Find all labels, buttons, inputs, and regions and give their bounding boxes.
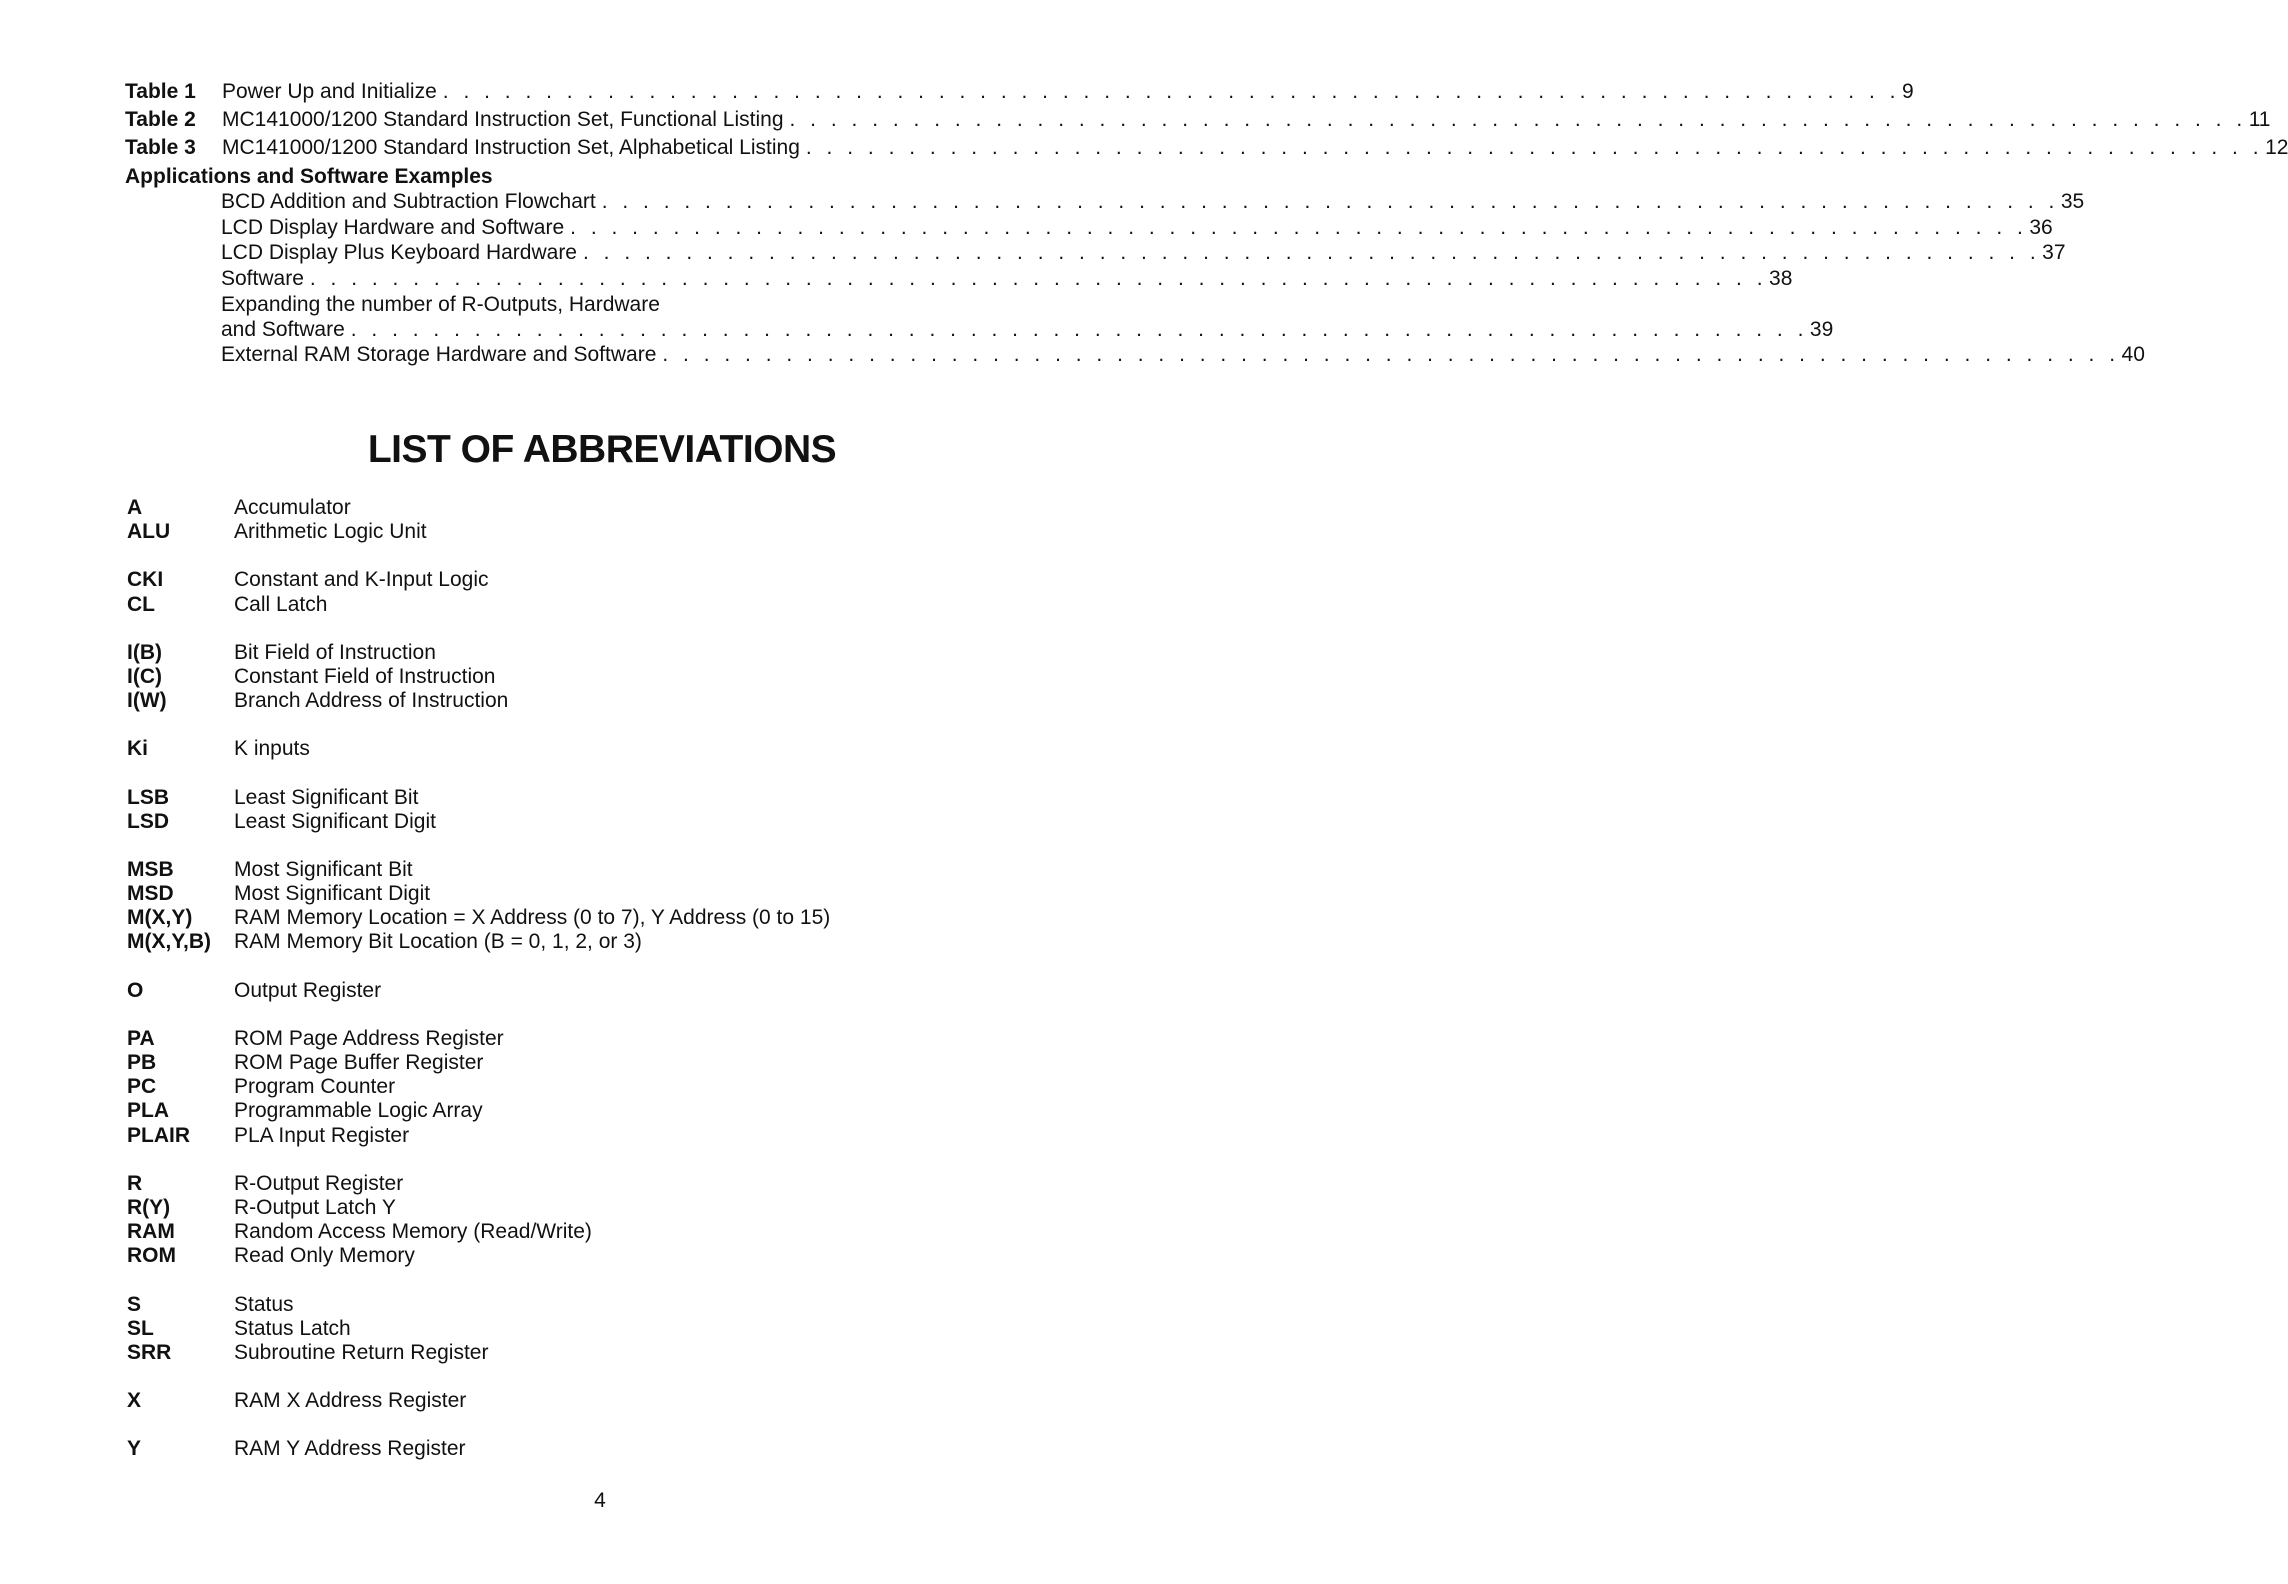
abbreviation-code: PLAIR bbox=[127, 1123, 190, 1147]
abbreviation-definition: RAM X Address Register bbox=[234, 1389, 467, 1413]
abbreviation-row bbox=[127, 593, 830, 617]
toc-entry-title: LCD Display Plus Keyboard Hardware bbox=[221, 241, 577, 264]
abbreviation-definition: R-Output Latch Y bbox=[234, 1195, 396, 1219]
abbreviation-code: Ki bbox=[127, 737, 148, 761]
abbreviation-definition: RAM Memory Bit Location (B = 0, 1, 2, or 3) bbox=[234, 930, 642, 954]
toc-leader-dots: . . . . . . . . . . . . . . . . . . . . . . . . . . . . . . . . . . . . . . . . . . . . . . . . . . . . . . . . . . . . . . . . . . . . . . . bbox=[789, 108, 2247, 131]
abbreviation-definition: Accumulator bbox=[234, 496, 351, 519]
toc-page-number: 12 bbox=[2265, 136, 2288, 159]
toc-leader-dots: . . . . . . . . . . . . . . . . . . . . . . . . . . . . . . . . . . . . . . . . . . . . . . . . . . . . . . . . . . . . . . . . . . . . . . . bbox=[805, 136, 2264, 159]
toc-leader-dots: . . . . . . . . . . . . . . . . . . . . . . . . . . . . . . . . . . . . . . . . . . . . . . . . . . . . . . . . . . . . . . . . . . . . . . . bbox=[570, 215, 2028, 239]
abbreviation-row bbox=[127, 737, 830, 761]
abbreviation-group bbox=[127, 641, 830, 714]
toc-entry-title: MC141000/1200 Standard Instruction Set, Alphabetical Listing bbox=[222, 136, 800, 159]
page-title: LIST OF ABBREVIATIONS bbox=[367, 428, 837, 471]
abbreviation-code: I(W) bbox=[127, 689, 167, 713]
abbreviation-group bbox=[127, 979, 830, 1003]
abbreviation-definition: K inputs bbox=[234, 737, 310, 761]
abbreviation-group bbox=[127, 496, 830, 544]
toc-leader-dots: . . . . . . . . . . . . . . . . . . . . . . . . . . . . . . . . . . . . . . . . . . . . . . . . . . . . . . . . . . . . . . . . . . . . . . . bbox=[662, 343, 2120, 366]
abbreviation-group bbox=[127, 737, 830, 761]
abbreviation-row bbox=[127, 641, 830, 665]
toc-entry-title: and Software bbox=[221, 317, 345, 341]
toc-table-entry[interactable] bbox=[125, 136, 2288, 164]
abbreviation-code: PA bbox=[127, 1026, 155, 1050]
abbreviation-code: MSD bbox=[127, 882, 174, 906]
abbreviation-group bbox=[127, 858, 830, 955]
toc-entry-title-line: Expanding the number of R-Outputs, Hardware bbox=[221, 293, 660, 316]
abbreviation-code: LSD bbox=[127, 809, 169, 833]
toc-page-number: 39 bbox=[1809, 317, 1834, 341]
toc-table-label: Table 3 bbox=[125, 136, 196, 159]
abbreviation-code: PC bbox=[127, 1075, 157, 1099]
toc-page-number: 37 bbox=[2042, 241, 2066, 264]
abbreviation-group bbox=[127, 1027, 830, 1148]
abbreviation-code: I(B) bbox=[127, 640, 162, 664]
abbreviation-definition: R-Output Register bbox=[234, 1171, 404, 1195]
abbreviation-definition: Most Significant Digit bbox=[234, 882, 431, 906]
toc-entry-title: MC141000/1200 Standard Instruction Set, Functional Listing bbox=[222, 108, 784, 131]
abbreviation-row bbox=[127, 520, 830, 544]
abbreviation-row bbox=[127, 979, 830, 1003]
abbreviation-row bbox=[127, 1341, 830, 1365]
toc-table-label: Table 1 bbox=[125, 80, 196, 103]
abbreviation-code: SRR bbox=[127, 1340, 172, 1364]
abbreviation-row bbox=[127, 689, 830, 713]
abbreviation-code: M(X,Y) bbox=[127, 906, 193, 930]
abbreviation-list bbox=[127, 496, 830, 1485]
abbreviation-definition: PLA Input Register bbox=[234, 1123, 410, 1147]
abbreviation-definition: RAM Memory Location = X Address (0 to 7), Y Address (0 to 15) bbox=[234, 906, 831, 930]
toc-page-number: 11 bbox=[2248, 108, 2271, 131]
abbreviation-definition: Most Significant Bit bbox=[234, 857, 413, 881]
abbreviation-row bbox=[127, 1051, 830, 1075]
abbreviation-row bbox=[127, 810, 830, 834]
toc-application-entry[interactable] bbox=[125, 215, 2053, 242]
abbreviation-row bbox=[127, 1099, 830, 1123]
abbreviation-definition: Call Latch bbox=[234, 592, 328, 616]
abbreviation-row bbox=[127, 1027, 830, 1051]
abbreviation-row bbox=[127, 786, 830, 810]
abbreviation-code: R bbox=[127, 1171, 143, 1195]
abbreviation-code: M(X,Y,B) bbox=[127, 930, 211, 954]
toc-leader-dots: . . . . . . . . . . . . . . . . . . . . . . . . . . . . . . . . . . . . . . . . . . . . . . . . . . . . . . . . . . . . . . . . . . . . . . . bbox=[309, 266, 1768, 290]
abbreviation-code: X bbox=[127, 1389, 142, 1413]
abbreviation-row bbox=[127, 1317, 830, 1341]
table-of-contents bbox=[125, 80, 2288, 369]
abbreviation-code: S bbox=[127, 1292, 142, 1316]
toc-application-entry[interactable] bbox=[125, 343, 2145, 369]
toc-entry-title: Power Up and Initialize bbox=[222, 80, 437, 103]
abbreviation-group bbox=[127, 568, 830, 616]
abbreviation-definition: Least Significant Digit bbox=[234, 809, 436, 833]
abbreviation-definition: Subroutine Return Register bbox=[234, 1340, 489, 1364]
abbreviation-row bbox=[127, 1389, 830, 1413]
abbreviation-code: PB bbox=[127, 1051, 157, 1074]
abbreviation-definition: Least Significant Bit bbox=[234, 785, 419, 809]
abbreviation-definition: Branch Address of Instruction bbox=[234, 689, 509, 713]
abbreviation-definition: Random Access Memory (Read/Write) bbox=[234, 1220, 592, 1244]
abbreviation-row bbox=[127, 906, 830, 930]
abbreviation-row bbox=[127, 1437, 830, 1461]
abbreviation-code: SL bbox=[127, 1316, 154, 1340]
toc-application-entry[interactable] bbox=[125, 241, 2066, 267]
abbreviation-code: O bbox=[127, 978, 144, 1002]
abbreviation-row bbox=[127, 1220, 830, 1244]
toc-entry-title: LCD Display Hardware and Software bbox=[221, 215, 565, 239]
abbreviation-group bbox=[127, 1293, 830, 1366]
toc-leader-dots: . . . . . . . . . . . . . . . . . . . . . . . . . . . . . . . . . . . . . . . . . . . . . . . . . . . . . . . . . . . . . . . . . . . . . . . bbox=[601, 190, 2059, 213]
abbreviation-definition: ROM Page Address Register bbox=[234, 1026, 504, 1050]
abbreviation-definition: Arithmetic Logic Unit bbox=[234, 520, 427, 544]
toc-table-entry[interactable] bbox=[125, 80, 1914, 108]
abbreviation-definition: Bit Field of Instruction bbox=[234, 640, 436, 664]
toc-table-entry[interactable] bbox=[125, 108, 2271, 136]
abbreviation-group bbox=[127, 786, 830, 834]
abbreviation-code: R(Y) bbox=[127, 1195, 171, 1219]
abbreviation-code: I(C) bbox=[127, 664, 162, 688]
abbreviation-definition: RAM Y Address Register bbox=[234, 1437, 466, 1461]
abbreviation-definition: Read Only Memory bbox=[234, 1244, 415, 1268]
page-number: 4 bbox=[594, 1489, 606, 1512]
abbreviation-row bbox=[127, 1172, 830, 1196]
abbreviation-definition: ROM Page Buffer Register bbox=[234, 1051, 484, 1074]
abbreviation-row bbox=[127, 568, 830, 592]
abbreviation-definition: Output Register bbox=[234, 978, 382, 1002]
toc-page-number: 9 bbox=[1901, 80, 1914, 103]
toc-leader-dots: . . . . . . . . . . . . . . . . . . . . . . . . . . . . . . . . . . . . . . . . . . . . . . . . . . . . . . . . . . . . . . . . . . . . . . . bbox=[350, 317, 1808, 341]
toc-page-number: 40 bbox=[2121, 343, 2145, 366]
toc-leader-dots: . . . . . . . . . . . . . . . . . . . . . . . . . . . . . . . . . . . . . . . . . . . . . . . . . . . . . . . . . . . . . . . . . . . . . . . bbox=[583, 241, 2041, 264]
toc-page-number: 35 bbox=[2060, 190, 2085, 213]
toc-entry-title: Software bbox=[221, 266, 304, 290]
abbreviation-definition: Constant and K-Input Logic bbox=[234, 568, 489, 592]
abbreviation-definition: Program Counter bbox=[234, 1075, 396, 1099]
abbreviation-code: A bbox=[127, 496, 143, 519]
toc-leader-dots: . . . . . . . . . . . . . . . . . . . . . . . . . . . . . . . . . . . . . . . . . . . . . . . . . . . . . . . . . . . . . . . . . . . . . . . bbox=[442, 80, 1900, 103]
abbreviation-definition: Status Latch bbox=[234, 1316, 351, 1340]
abbreviation-code: MSB bbox=[127, 857, 174, 881]
toc-application-entry[interactable] bbox=[125, 317, 1834, 344]
abbreviation-row bbox=[127, 858, 830, 882]
abbreviation-row bbox=[127, 1244, 830, 1268]
toc-page-number: 36 bbox=[2029, 215, 2053, 239]
toc-table-label: Table 2 bbox=[125, 108, 196, 131]
abbreviation-row bbox=[127, 665, 830, 689]
abbreviation-code: RAM bbox=[127, 1220, 175, 1244]
toc-entry-title: BCD Addition and Subtraction Flowchart bbox=[221, 190, 596, 213]
abbreviation-code: PLA bbox=[127, 1099, 169, 1123]
abbreviation-row bbox=[127, 882, 830, 906]
abbreviation-definition: Status bbox=[234, 1292, 294, 1316]
abbreviation-code: ROM bbox=[127, 1244, 176, 1268]
toc-application-entry[interactable] bbox=[125, 266, 1793, 293]
abbreviation-code: ALU bbox=[127, 520, 171, 544]
abbreviation-row bbox=[127, 496, 830, 520]
abbreviation-code: CL bbox=[127, 592, 155, 616]
abbreviation-row bbox=[127, 1196, 830, 1220]
toc-section-heading: Applications and Software Examples bbox=[125, 165, 493, 188]
toc-application-entry[interactable] bbox=[125, 190, 2085, 216]
abbreviation-group bbox=[127, 1172, 830, 1269]
abbreviation-code: LSB bbox=[127, 785, 169, 809]
abbreviation-group bbox=[127, 1389, 830, 1413]
abbreviation-row bbox=[127, 1124, 830, 1148]
abbreviation-code: CKI bbox=[127, 568, 164, 592]
abbreviation-code: Y bbox=[127, 1437, 142, 1461]
toc-page-number: 38 bbox=[1769, 266, 1793, 290]
abbreviation-group bbox=[127, 1437, 830, 1461]
abbreviation-row bbox=[127, 1075, 830, 1099]
abbreviation-row bbox=[127, 1293, 830, 1317]
abbreviation-definition: Constant Field of Instruction bbox=[234, 664, 496, 688]
abbreviation-definition: Programmable Logic Array bbox=[234, 1099, 483, 1123]
toc-entry-title: External RAM Storage Hardware and Software bbox=[221, 343, 657, 366]
abbreviation-row bbox=[127, 930, 830, 954]
